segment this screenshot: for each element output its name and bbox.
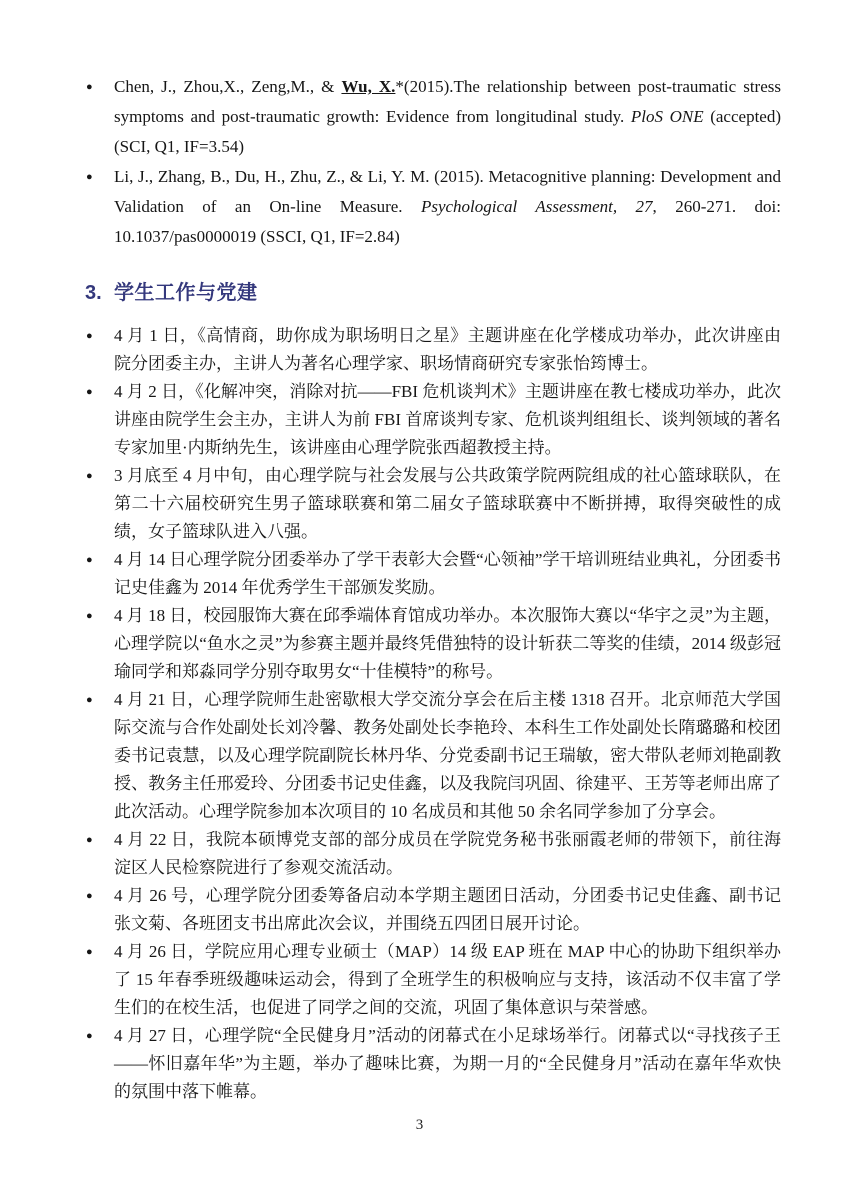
reference-segment: Li, J., Zhang, B., Du, H., Zhu, Z., & Li, Y. M. (2015). Metacognitive planning: Development and Validation of an On-line Measure. xyxy=(114,167,781,216)
event-item: ● 4 月 2 日，《化解冲突，消除对抗——FBI 危机谈判术》主题讲座在教七楼成功举办，此次讲座由院学生会主办，主讲人为前 FBI 首席谈判专家、危机谈判组组长、谈判领域的著名专家加里·内斯纳先生，该讲座由心理学院张西超教授主持。 xyxy=(85,378,781,462)
reference-segment: (accepted) (SCI, Q1, IF=3.54) xyxy=(114,107,781,156)
event-item: ● 4 月 18 日，校园服饰大赛在邱季端体育馆成功举办。本次服饰大赛以“华宇之灵”为主题，心理学院以“鱼水之灵”为参赛主题并最终凭借独特的设计斩获二等奖的佳绩，2014 级彭冠瑜同学和郑淼同学分别夺取男女“十佳模特”的称号。 xyxy=(85,602,781,686)
event-item: ● 3 月底至 4 月中旬，由心理学院与社会发展与公共政策学院两院组成的社心篮球联队，在第二十六届校研究生男子篮球联赛和第二届女子篮球联赛中不断拼搏，取得突破性的成绩，女子篮球队进入八强。 xyxy=(85,462,781,546)
reference-segment: , 260-271. doi: 10.1037/pas0000019 (SSCI, Q1, IF=2.84) xyxy=(114,197,782,246)
event-item: ● 4 月 21 日，心理学院师生赴密歇根大学交流分享会在后主楼 1318 召开。北京师范大学国际交流与合作处副处长刘冷馨、教务处副处长李艳玲、本科生工作处副处长隋璐璐和校团委书记袁慧，以及心理学院副院长林丹华、分党委副书记王瑞敏，密大带队老师刘艳副教授、教务主任邢爱玲、分团委书记史佳鑫，以及我院闫巩固、徐建平、王芳等老师出席了此次活动。心理学院参加本次项目的 10 名成员和其他 50 余名同学参加了分享会。 xyxy=(85,686,781,826)
section-heading xyxy=(85,279,781,307)
reference-segment: Chen, J., Zhou,X., Zeng,M., & xyxy=(114,77,342,96)
reference-item xyxy=(85,162,781,252)
event-item: ● 4 月 1 日，《高情商，助你成为职场明日之星》主题讲座在化学楼成功举办，此次讲座由院分团委主办，主讲人为著名心理学家、职场情商研究专家张怡筠博士。 xyxy=(85,322,781,378)
section-number: 3. xyxy=(85,282,102,304)
event-item: ● 4 月 22 日，我院本硕博党支部的部分成员在学院党务秘书张丽霞老师的带领下，前往海淀区人民检察院进行了参观交流活动。 xyxy=(85,826,781,882)
reference-segment: Wu, X. xyxy=(341,77,396,96)
reference-segment: *(2015).The relationship between post-traumatic stress symptoms and post-traumatic growth: Evidence from longitudinal study. xyxy=(114,77,781,126)
page-number: 3 xyxy=(415,1117,424,1133)
reference-segment: PloS ONE xyxy=(630,107,704,126)
event-item: ● 4 月 27 日，心理学院“全民健身月”活动的闭幕式在小足球场举行。闭幕式以“寻找孩子王——怀旧嘉年华”为主题，举办了趣味比赛，为期一月的“全民健身月”活动在嘉年华欢快的氛围中落下帷幕。 xyxy=(85,1022,781,1106)
events-list xyxy=(85,322,781,1106)
event-item: ● 4 月 26 号，心理学院分团委筹备启动本学期主题团日活动，分团委书记史佳鑫、副书记张文菊、各班团支书出席此次会议，并围绕五四团日展开讨论。 xyxy=(85,882,781,938)
event-item: ● 4 月 26 日，学院应用心理专业硕士（MAP）14 级 EAP 班在 MAP 中心的协助下组织举办了 15 年春季班级趣味运动会，得到了全班学生的积极响应与支持，该活动不仅丰富了学生们的在校生活，也促进了同学之间的交流，巩固了集体意识与荣誉感。 xyxy=(85,938,781,1022)
reference-item xyxy=(85,72,781,162)
reference-segment: Psychological Assessment, 27 xyxy=(420,197,653,216)
section-title: 学生工作与党建 xyxy=(114,282,258,304)
event-item: ● 4 月 14 日心理学院分团委举办了学干表彰大会暨“心领袖”学干培训班结业典礼，分团委书记史佳鑫为 2014 年优秀学生干部颁发奖励。 xyxy=(85,546,781,602)
references-list xyxy=(85,72,781,252)
